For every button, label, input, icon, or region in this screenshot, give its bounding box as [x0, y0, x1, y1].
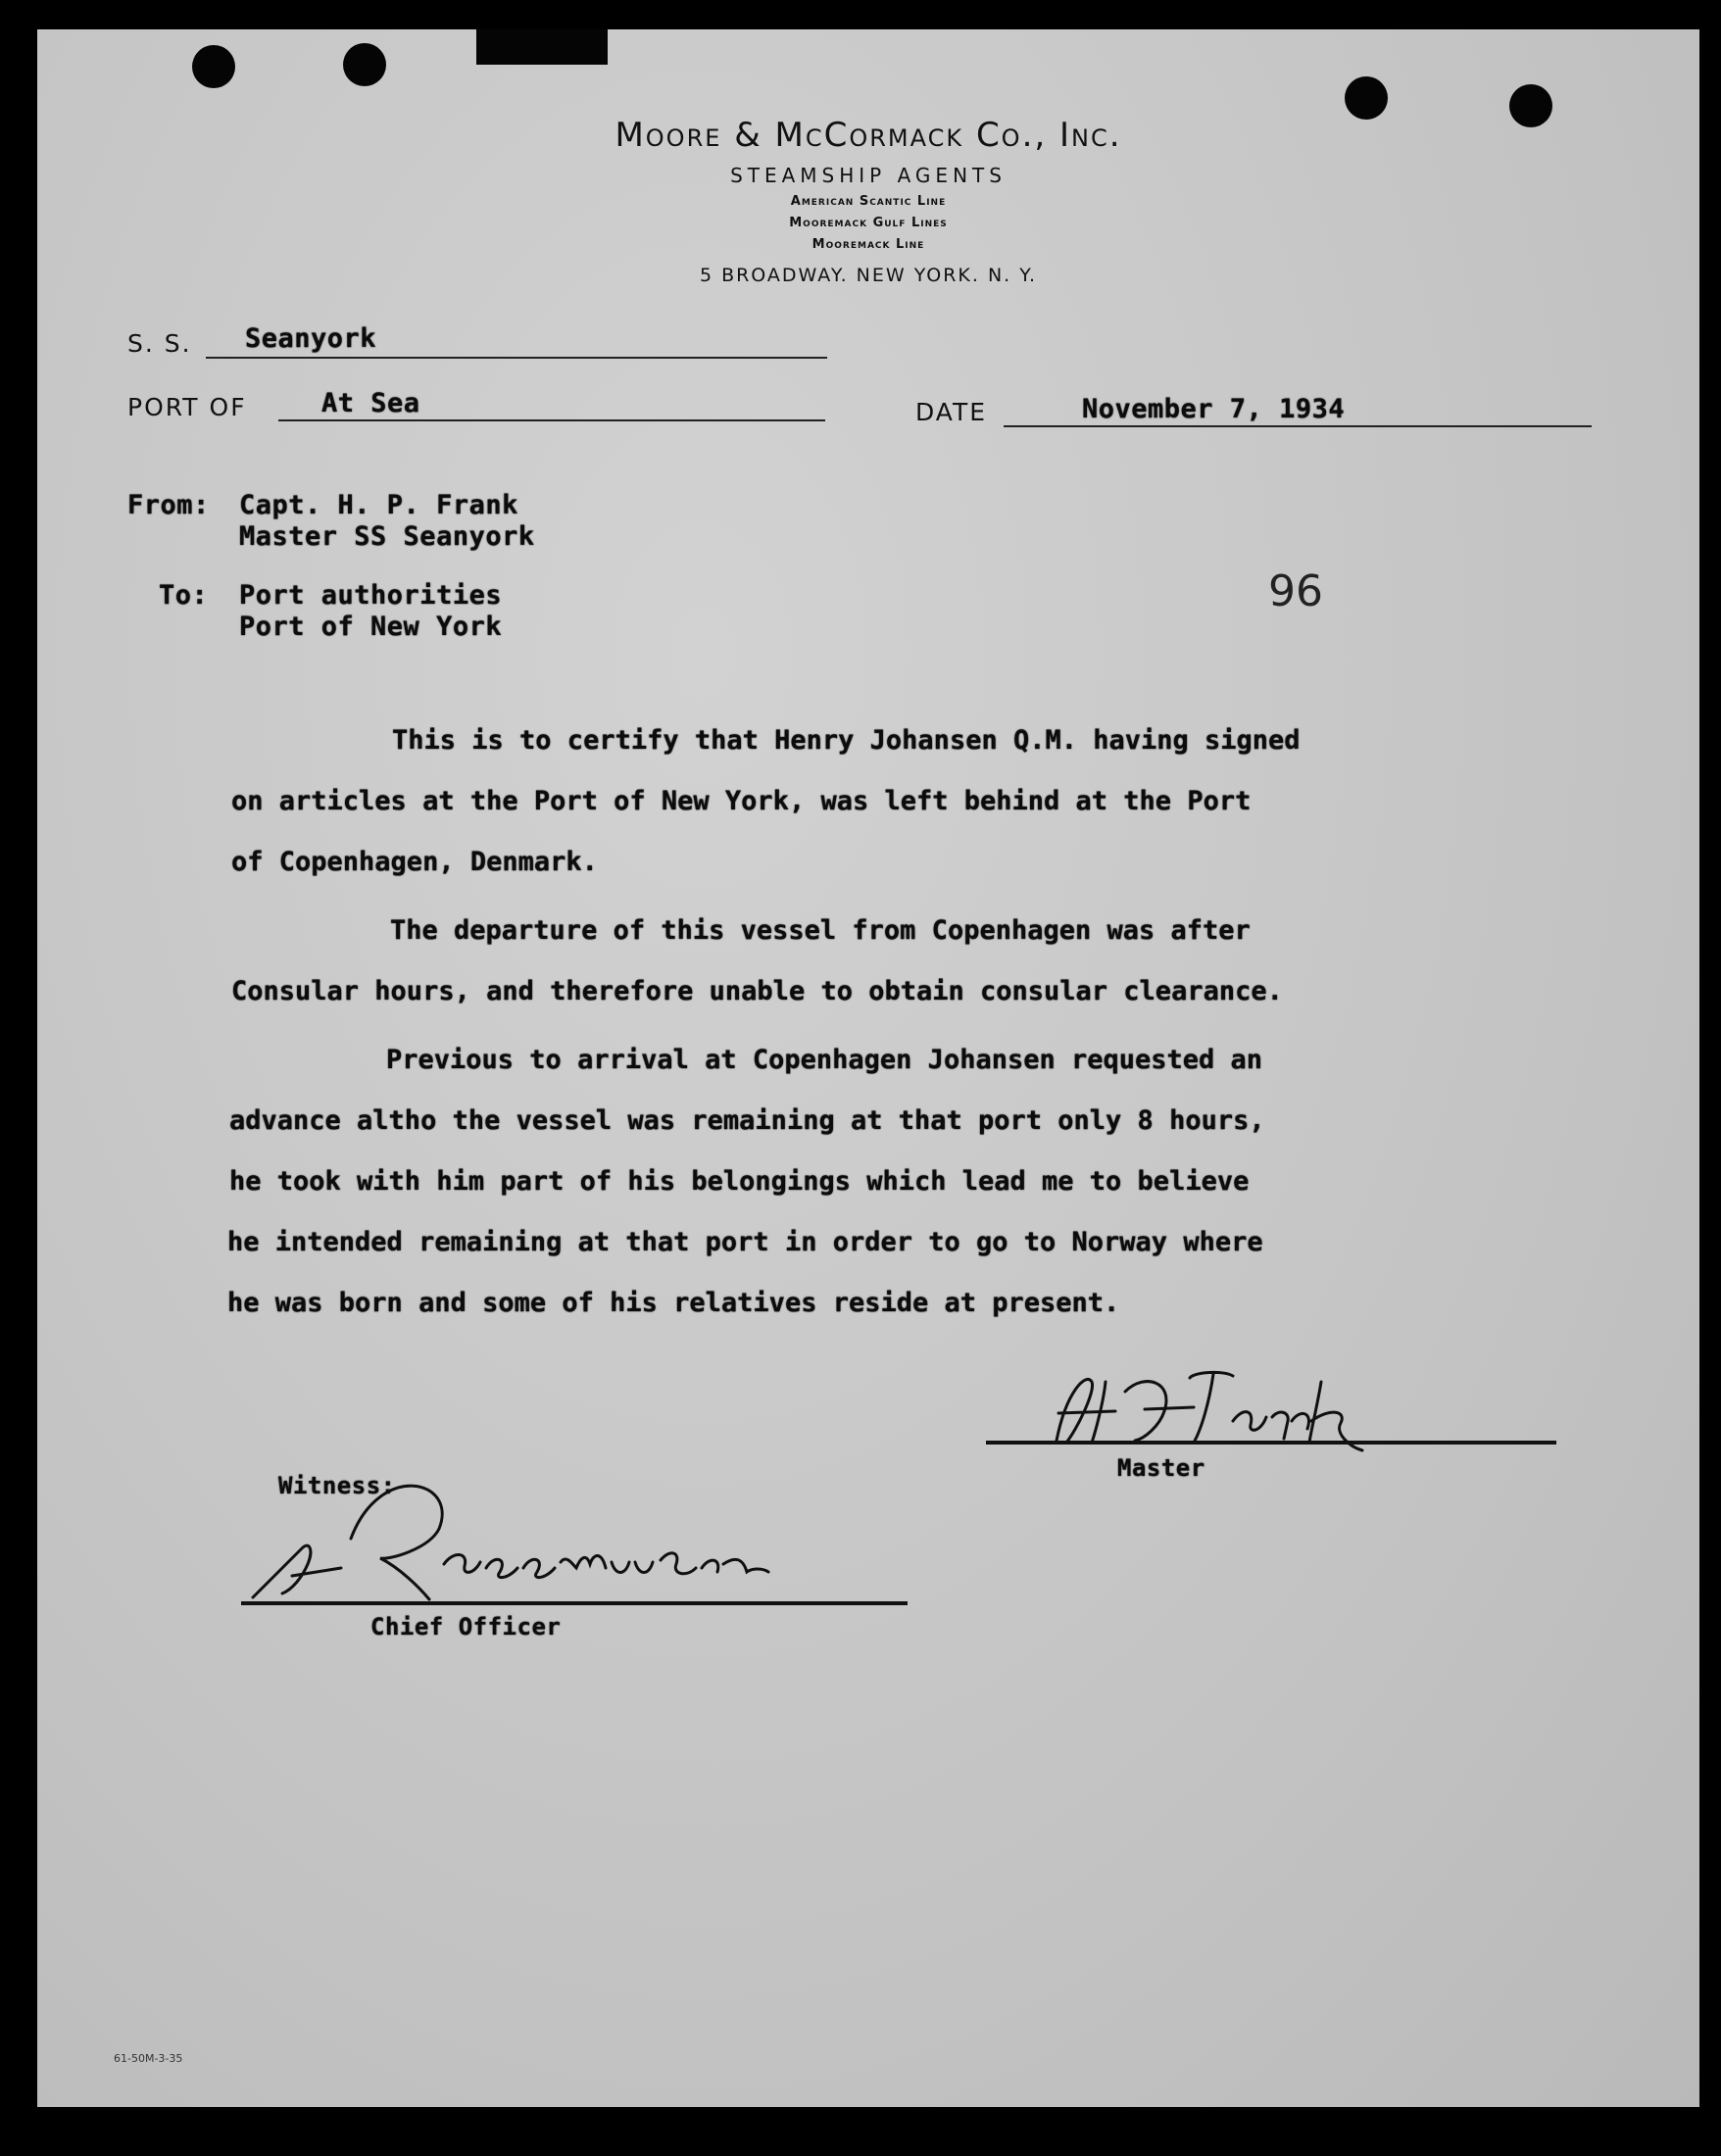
form-code: 61-50M-3-35 [114, 2052, 183, 2065]
witness-signature [233, 1470, 900, 1607]
line-name: Mooremack Gulf Lines [789, 216, 948, 230]
to-label: To: [159, 580, 209, 611]
punch-hole [343, 43, 386, 86]
document-page [37, 29, 1699, 2107]
page-number: 96 [1268, 566, 1323, 616]
witness-label: Witness: [278, 1472, 396, 1499]
to-line: Port of New York [239, 612, 503, 642]
punch-hole [192, 45, 235, 88]
from-line: Master SS Seanyork [239, 521, 535, 552]
body-line: he was born and some of his relatives reside at present. [227, 1288, 1120, 1318]
ss-label: S. S. [127, 329, 192, 358]
ship-name-value: Seanyork [245, 323, 377, 354]
date-rule [1004, 425, 1592, 427]
company-address: 5 BROADWAY. NEW YORK. N. Y. [699, 265, 1038, 286]
from-label: From: [127, 490, 210, 520]
body-line: Consular hours, and therefore unable to obtain consular clearance. [231, 976, 1283, 1006]
from-line: Capt. H. P. Frank [239, 490, 518, 520]
master-title: Master [1117, 1454, 1205, 1482]
body-line: of Copenhagen, Denmark. [231, 847, 598, 877]
line-name: American Scantic Line [790, 194, 947, 209]
date-value: November 7, 1934 [1082, 394, 1346, 424]
paper-notch [476, 29, 608, 65]
body-line: on articles at the Port of New York, was left behind at the Port [231, 786, 1252, 816]
company-name: Moore & McCormack Co., Inc. [615, 116, 1122, 155]
witness-signature-line [241, 1601, 908, 1605]
witness-title: Chief Officer [370, 1613, 562, 1641]
ship-name-rule [206, 357, 827, 359]
date-label: DATE [915, 398, 988, 426]
body-line: This is to certify that Henry Johansen Q.M. having signed [392, 725, 1301, 756]
company-tagline: STEAMSHIP AGENTS [730, 164, 1007, 187]
master-signature-line [986, 1441, 1556, 1445]
body-line: Previous to arrival at Copenhagen Johansen requested an [386, 1045, 1263, 1075]
punch-hole [1345, 76, 1388, 120]
port-rule [278, 419, 825, 421]
to-line: Port authorities [239, 580, 503, 611]
port-value: At Sea [321, 388, 420, 418]
body-line: The departure of this vessel from Copenhagen was after [390, 915, 1251, 946]
body-line: he took with him part of his belongings which lead me to believe [229, 1166, 1250, 1197]
port-label: PORT OF [127, 393, 247, 421]
line-name: Mooremack Line [811, 237, 925, 252]
body-line: advance altho the vessel was remaining at that port only 8 hours, [229, 1105, 1265, 1136]
body-line: he intended remaining at that port in order to go to Norway where [227, 1227, 1263, 1257]
